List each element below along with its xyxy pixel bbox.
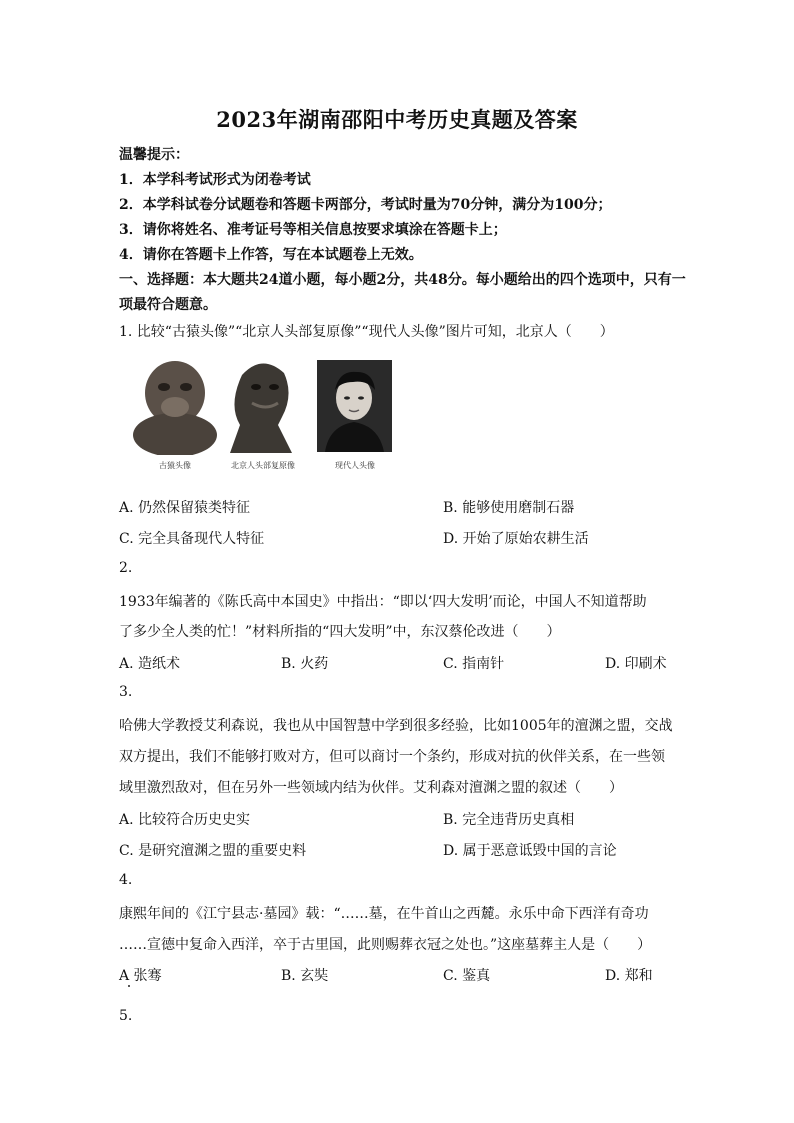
caption-ape-head: 古猿头像	[159, 461, 191, 470]
page-title: 2023年湖南邵阳中考历史真题及答案	[216, 107, 578, 132]
q2-option-d: D. 印刷术	[605, 656, 667, 672]
question-2-number: 2.	[119, 560, 133, 576]
ape-head-image	[130, 355, 220, 455]
stray-dot-mark	[128, 985, 130, 987]
tips-heading: 温馨提示：	[119, 147, 189, 163]
question-1-stem: 1. 比较“古猿头像”“北京人头部复原像”“现代人头像”图片可知，北京人（ ）	[119, 324, 614, 340]
q2-option-a: A. 造纸术	[119, 656, 181, 672]
question-3-stem-line-1: 哈佛大学教授艾利森说，我也从中国智慧中学到很多经验，比如1005年的澶渊之盟，交战	[119, 718, 673, 734]
question-3-stem-line-3: 域里激烈敌对，但在另外一些领域内结为伙伴。艾利森对澶渊之盟的叙述（ ）	[119, 780, 623, 796]
tip-line-3: 3．请你将姓名、准考证号等相关信息按要求填涂在答题卡上；	[119, 222, 507, 238]
q4-option-b: B. 玄奘	[281, 968, 329, 984]
q3-option-a: A. 比较符合历史史实	[119, 812, 251, 828]
q1-option-c: C. 完全具备现代人特征	[119, 531, 265, 547]
caption-modern-human: 现代人头像	[335, 461, 375, 470]
peking-man-bust-image	[222, 355, 302, 455]
tip-line-1: 1．本学科考试形式为闭卷考试	[119, 172, 311, 188]
question-2-stem-line-2: 了多少全人类的忙！”材料所指的“四大发明”中，东汉蔡伦改进（ ）	[119, 624, 561, 640]
q2-option-b: B. 火药	[281, 656, 329, 672]
question-4-stem-line-2: ……宣德中复命入西洋，卒于古里国，此则赐葬衣冠之处也。”这座墓葬主人是（ ）	[119, 937, 652, 953]
q4-option-a: A 张骞	[119, 968, 162, 984]
q1-option-b: B. 能够使用磨制石器	[443, 500, 575, 516]
q3-option-b: B. 完全违背历史真相	[443, 812, 575, 828]
q1-option-d: D. 开始了原始农耕生活	[443, 531, 589, 547]
question-3-stem-line-2: 双方提出，我们不能够打败对方，但可以商讨一个条约，形成对抗的伙伴关系，在一些领	[119, 749, 665, 765]
modern-human-photo	[317, 360, 392, 452]
q4-option-c: C. 鉴真	[443, 968, 491, 984]
tip-line-2: 2．本学科试卷分试题卷和答题卡两部分，考试时量为70分钟，满分为100分；	[119, 197, 612, 213]
question-5-number: 5.	[119, 1008, 133, 1024]
section-heading-line-2: 项最符合题意。	[119, 297, 217, 313]
section-heading-line-1: 一、选择题：本大题共24道小题，每小题2分，共48分。每小题给出的四个选项中，只有一	[119, 272, 686, 288]
question-2-stem-line-1: 1933年编著的《陈氏高中本国史》中指出：“即以‘四大发明’而论，中国人不知道帮助	[119, 594, 647, 610]
caption-peking-man: 北京人头部复原像	[231, 461, 295, 470]
q3-option-d: D. 属于恶意诋毁中国的言论	[443, 843, 617, 859]
q4-option-d: D. 郑和	[605, 968, 653, 984]
q3-option-c: C. 是研究澶渊之盟的重要史料	[119, 843, 307, 859]
question-4-number: 4.	[119, 872, 133, 888]
question-3-number: 3.	[119, 684, 133, 700]
tip-line-4: 4．请你在答题卡上作答，写在本试题卷上无效。	[119, 247, 423, 263]
q2-option-c: C. 指南针	[443, 656, 505, 672]
question-4-stem-line-1: 康熙年间的《江宁县志·墓园》载：“……墓，在牛首山之西麓。永乐中命下西洋有奇功	[119, 906, 649, 922]
q1-option-a: A. 仍然保留猿类特征	[119, 500, 251, 516]
